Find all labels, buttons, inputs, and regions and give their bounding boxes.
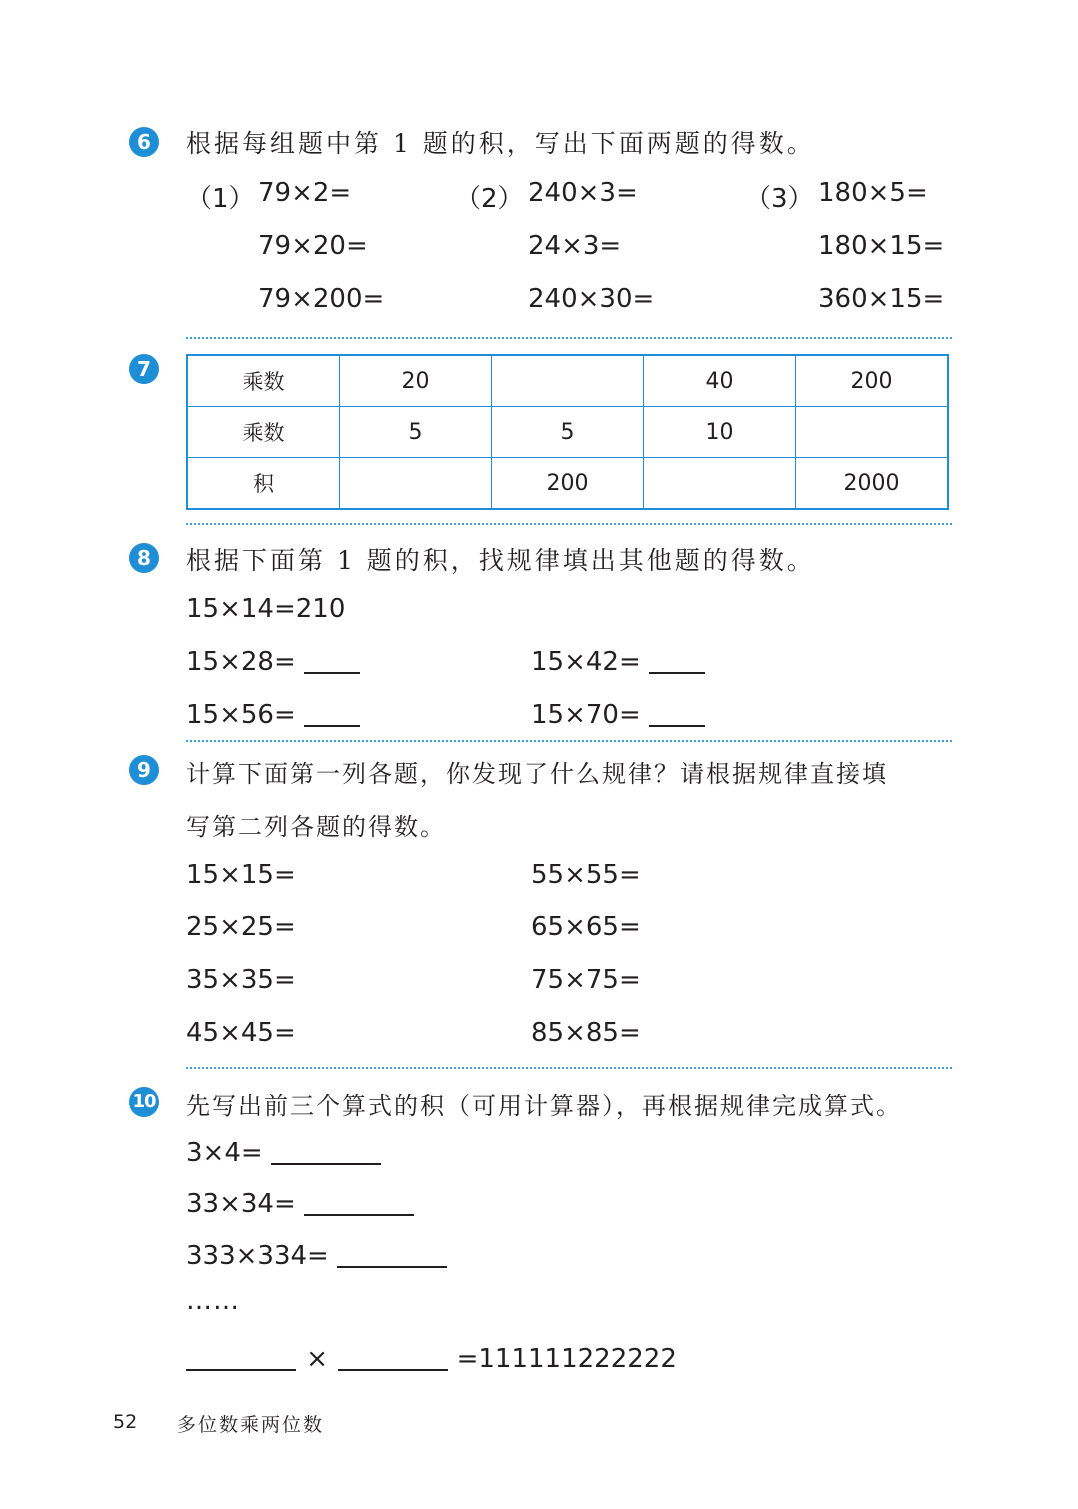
table-cell[interactable] [644, 458, 796, 510]
q6-group-2-item-1: 240×3= [528, 178, 638, 208]
question-9-instruction-line-1: 计算下面第一列各题，你发现了什么规律？请根据规律直接填 [186, 760, 888, 788]
answer-blank[interactable] [304, 725, 360, 727]
q10-ellipsis: …… [186, 1286, 240, 1316]
chapter-title: 多位数乘两位数 [177, 1414, 325, 1436]
q10-item-1 [186, 1138, 381, 1168]
answer-blank[interactable] [186, 1369, 296, 1371]
q6-group-3-item-1: 180×5= [818, 178, 928, 208]
q10-item-3 [186, 1241, 447, 1271]
question-10-badge: 10 [129, 1087, 159, 1117]
question-9-badge: 9 [129, 755, 159, 785]
question-7-table [186, 354, 949, 510]
table-cell: 5 [492, 407, 644, 458]
question-9-instruction-line-2: 写第二列各题的得数。 [186, 813, 446, 841]
q9-col2-item-4: 85×85= [531, 1018, 641, 1048]
table-cell: 10 [644, 407, 796, 458]
q6-group-1-item-1: 79×2= [258, 178, 352, 208]
table-header-cell: 乘数 [187, 355, 340, 407]
q9-col2-item-1: 55×55= [531, 860, 641, 890]
equation-text: 15×28= [186, 647, 296, 677]
table-row [187, 407, 948, 458]
table-cell: 200 [796, 355, 949, 407]
result-text: =111111222222 [456, 1344, 677, 1374]
question-10-instruction: 先写出前三个算式的积（可用计算器），再根据规律完成算式。 [186, 1092, 902, 1120]
q10-item-2 [186, 1189, 414, 1219]
table-row [187, 355, 948, 407]
answer-blank[interactable] [304, 672, 360, 674]
table-header-cell: 积 [187, 458, 340, 510]
question-8-instruction: 根据下面第 1 题的积，找规律填出其他题的得数。 [186, 546, 815, 575]
answer-blank[interactable] [337, 1266, 447, 1268]
table-cell: 200 [492, 458, 644, 510]
separator [186, 337, 952, 339]
q9-col2-item-2: 65×65= [531, 912, 641, 942]
q6-group-1-label: （1） [186, 184, 255, 214]
q8-item-3 [186, 700, 360, 730]
question-6-instruction: 根据每组题中第 1 题的积，写出下面两题的得数。 [186, 129, 815, 158]
q6-group-3-item-2: 180×15= [818, 231, 945, 261]
table-cell: 2000 [796, 458, 949, 510]
q6-group-2-label: （2） [455, 184, 524, 214]
separator [186, 740, 952, 742]
q8-item-1 [186, 647, 360, 677]
q6-group-2-item-2: 24×3= [528, 231, 622, 261]
separator [186, 523, 952, 525]
q6-group-1-item-3: 79×200= [258, 284, 385, 314]
equation-text: 3×4= [186, 1138, 263, 1168]
q6-group-3-item-3: 360×15= [818, 284, 945, 314]
q9-col1-item-1: 15×15= [186, 860, 296, 890]
equation-text: 15×42= [531, 647, 641, 677]
question-7-badge: 7 [129, 354, 159, 384]
q9-col1-item-4: 45×45= [186, 1018, 296, 1048]
q9-col2-item-3: 75×75= [531, 965, 641, 995]
q9-col1-item-3: 35×35= [186, 965, 296, 995]
q10-final-equation [186, 1344, 677, 1374]
answer-blank[interactable] [649, 725, 705, 727]
q8-given-equation: 15×14=210 [186, 594, 346, 624]
times-sign: × [306, 1344, 329, 1374]
equation-text: 33×34= [186, 1189, 296, 1219]
q9-col1-item-2: 25×25= [186, 912, 296, 942]
table-row [187, 458, 948, 510]
separator [186, 1067, 952, 1069]
table-header-cell: 乘数 [187, 407, 340, 458]
answer-blank[interactable] [649, 672, 705, 674]
q8-item-2 [531, 647, 705, 677]
table-cell: 5 [340, 407, 492, 458]
table-cell: 20 [340, 355, 492, 407]
equation-text: 15×56= [186, 700, 296, 730]
q6-group-3-label: （3） [745, 184, 814, 214]
question-6-badge: 6 [129, 127, 159, 157]
q8-item-4 [531, 700, 705, 730]
page-number: 52 [113, 1411, 138, 1433]
q6-group-1-item-2: 79×20= [258, 231, 368, 261]
table-cell[interactable] [492, 355, 644, 407]
question-8-badge: 8 [129, 543, 159, 573]
equation-text: 333×334= [186, 1241, 329, 1271]
q6-group-2-item-3: 240×30= [528, 284, 655, 314]
table-cell: 40 [644, 355, 796, 407]
answer-blank[interactable] [338, 1369, 448, 1371]
answer-blank[interactable] [304, 1214, 414, 1216]
table-cell[interactable] [340, 458, 492, 510]
equation-text: 15×70= [531, 700, 641, 730]
answer-blank[interactable] [271, 1163, 381, 1165]
table-cell[interactable] [796, 407, 949, 458]
